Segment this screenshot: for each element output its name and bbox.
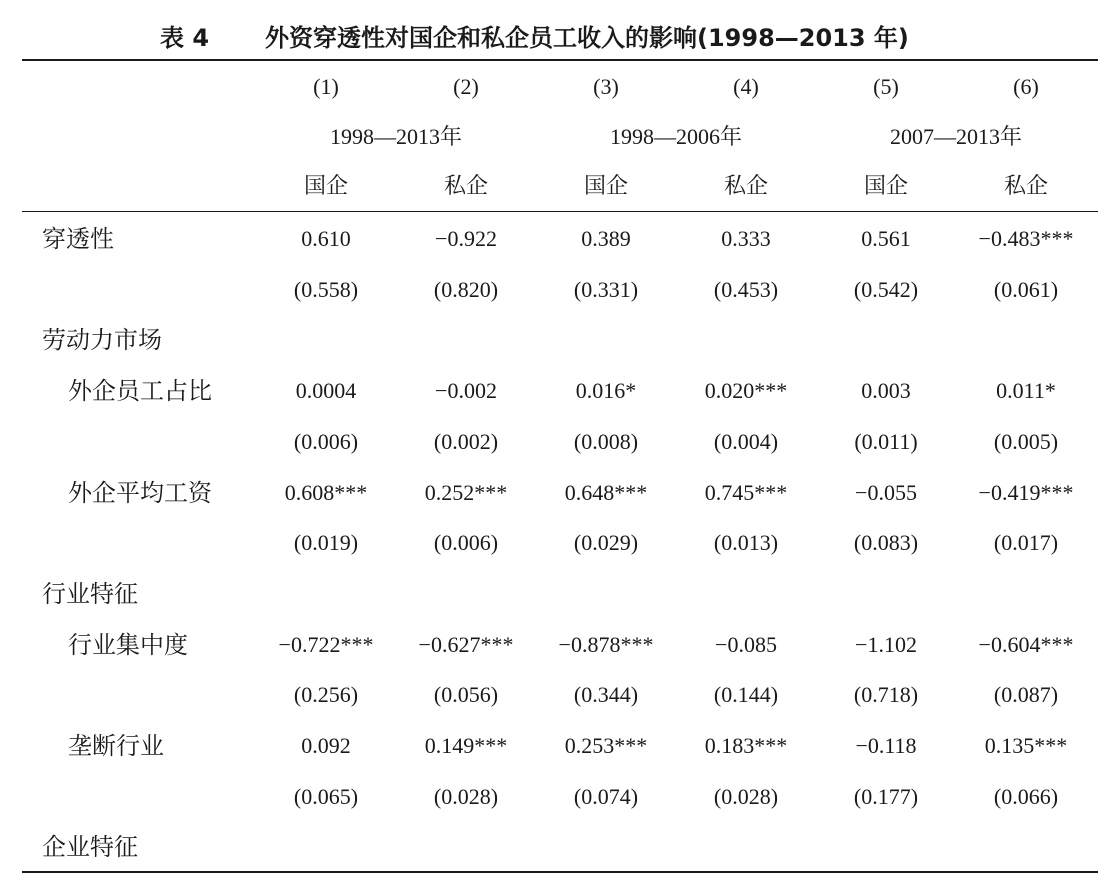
coefficient-cell: 0.389 xyxy=(581,226,631,251)
coefficient-cell: 0.648*** xyxy=(564,479,648,505)
std-error-cell: (0.061) xyxy=(993,276,1059,302)
coefficient-cell: −0.085 xyxy=(715,631,777,657)
ownership-header: 私企 xyxy=(1003,174,1048,199)
column-number: (5) xyxy=(873,74,899,99)
row-label: 外企员工占比 xyxy=(68,377,212,406)
period-unit: 年 xyxy=(999,125,1022,150)
coefficient-cell: 0.020*** xyxy=(704,378,788,404)
std-error-cell: (0.558) xyxy=(293,276,359,302)
std-error-cell: (0.002) xyxy=(433,428,499,454)
std-error-cell: (0.005) xyxy=(993,428,1059,454)
coefficient-cell: −0.627*** xyxy=(418,631,514,657)
coefficient-cell: 0.745*** xyxy=(704,479,788,505)
section-heading: 劳动力市场 xyxy=(42,326,162,355)
section-heading: 行业特征 xyxy=(42,579,138,608)
std-error-cell: (0.065) xyxy=(293,783,359,809)
period-header xyxy=(536,112,816,162)
column-number: (6) xyxy=(1013,74,1039,99)
period-range: 2007—2013 xyxy=(889,124,1000,149)
coefficient-cell: 0.011* xyxy=(996,378,1056,404)
coefficient-cell: −0.483*** xyxy=(978,226,1074,251)
coefficient-cell: 0.149*** xyxy=(424,733,508,758)
period-header xyxy=(816,112,1096,162)
column-number: (2) xyxy=(453,74,479,99)
std-error-cell: (0.087) xyxy=(993,682,1059,708)
coefficient-cell: −0.055 xyxy=(855,479,917,505)
std-error-cell: (0.008) xyxy=(573,428,639,454)
coefficient-cell: 0.252*** xyxy=(424,479,508,505)
ownership-header: 私企 xyxy=(723,174,768,199)
table-number: 表 4 xyxy=(160,24,210,52)
std-error-cell: (0.344) xyxy=(573,682,639,708)
ownership-header: 私企 xyxy=(443,174,488,199)
std-error-cell: (0.029) xyxy=(573,530,639,556)
std-error-cell: (0.066) xyxy=(993,783,1059,809)
column-number: (4) xyxy=(733,74,759,99)
coefficient-cell: −0.002 xyxy=(435,378,497,404)
std-error-cell: (0.056) xyxy=(433,682,499,708)
row-label: 穿透性 xyxy=(42,225,114,253)
std-error-cell: (0.820) xyxy=(433,276,499,302)
std-error-cell: (0.256) xyxy=(293,682,359,708)
std-error-cell: (0.028) xyxy=(713,783,779,809)
section-heading: 企业特征 xyxy=(42,833,138,862)
std-error-cell: (0.019) xyxy=(293,530,359,556)
coefficient-cell: 0.608*** xyxy=(284,479,368,505)
table-title xyxy=(0,12,1110,52)
std-error-cell: (0.331) xyxy=(573,276,639,302)
std-error-cell: (0.074) xyxy=(573,783,639,809)
std-error-cell: (0.017) xyxy=(993,530,1059,556)
bottom-rule xyxy=(22,871,1098,873)
std-error-cell: (0.718) xyxy=(853,682,919,708)
coefficient-cell: −0.118 xyxy=(855,733,917,758)
top-rule xyxy=(22,59,1098,61)
coefficient-cell: −0.922 xyxy=(435,226,497,251)
column-number: (1) xyxy=(313,74,339,99)
std-error-cell: (0.011) xyxy=(854,428,918,454)
coefficient-cell: 0.561 xyxy=(861,226,911,251)
ownership-header: 国企 xyxy=(303,174,348,199)
ownership-header: 国企 xyxy=(583,174,628,199)
coefficient-cell: 0.092 xyxy=(301,733,351,758)
period-range: 1998—2006 xyxy=(609,124,720,149)
coefficient-cell: 0.0004 xyxy=(295,378,357,404)
column-number: (3) xyxy=(593,74,619,99)
table-caption: 外资穿透性对国企和私企员工收入的影响(1998—2013 年) xyxy=(265,24,909,52)
period-unit: 年 xyxy=(439,125,462,150)
std-error-cell: (0.177) xyxy=(853,783,919,809)
coefficient-cell: −0.604*** xyxy=(978,631,1074,657)
coefficient-cell: −0.419*** xyxy=(978,479,1074,505)
std-error-cell: (0.542) xyxy=(853,276,919,302)
row-label: 垄断行业 xyxy=(68,732,164,760)
coefficient-cell: 0.016* xyxy=(575,378,637,404)
coefficient-cell: 0.333 xyxy=(721,226,771,251)
row-label: 行业集中度 xyxy=(68,630,188,659)
coefficient-cell: −1.102 xyxy=(855,631,917,657)
coefficient-cell: −0.722*** xyxy=(278,631,374,657)
coefficient-cell: 0.135*** xyxy=(984,733,1068,758)
coefficient-cell: 0.183*** xyxy=(704,733,788,758)
period-unit: 年 xyxy=(719,125,742,150)
coefficient-cell: 0.253*** xyxy=(564,733,648,758)
period-header xyxy=(256,112,536,162)
row-label: 外企平均工资 xyxy=(68,478,212,507)
ownership-header: 国企 xyxy=(863,174,908,199)
std-error-cell: (0.006) xyxy=(293,428,359,454)
std-error-cell: (0.004) xyxy=(713,428,779,454)
std-error-cell: (0.144) xyxy=(713,682,779,708)
coefficient-cell: 0.003 xyxy=(861,378,911,404)
period-range: 1998—2013 xyxy=(329,124,440,149)
coefficient-cell: −0.878*** xyxy=(558,631,654,657)
std-error-cell: (0.006) xyxy=(433,530,499,556)
std-error-cell: (0.028) xyxy=(433,783,499,809)
std-error-cell: (0.013) xyxy=(713,530,779,556)
std-error-cell: (0.083) xyxy=(853,530,919,556)
std-error-cell: (0.453) xyxy=(713,276,779,302)
coefficient-cell: 0.610 xyxy=(301,226,351,251)
